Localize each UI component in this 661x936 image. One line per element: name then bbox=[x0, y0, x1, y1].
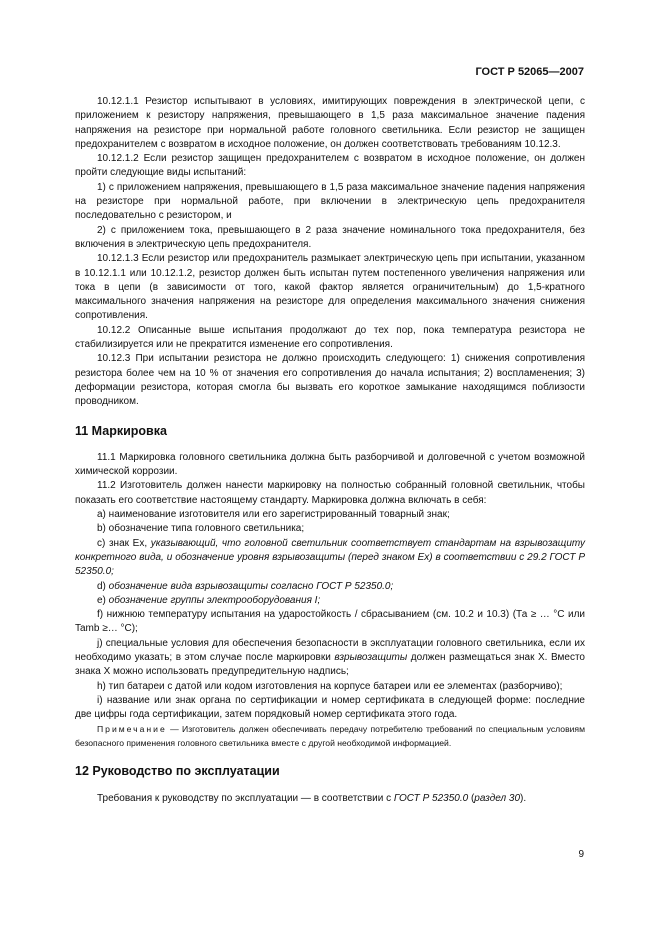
paragraph-text: 10.12.1.1 Резистор испытывают в условиях, имитирующих повреждения в электрической цепи, с приложением к резистору напряжения, превышающего в 1,5 раза максимальное значение падения напряжения на резисторе при нормальной работе головного светильника. Если резистор не защищен предохранителем с возвратом в исходное положение, он должен соответствовать требованиям 10.12.3. bbox=[75, 96, 585, 150]
list-item-2 bbox=[75, 224, 585, 253]
paragraph-text: j) специальные условия для обеспечения безопасности в эксплуатации головного светильника, если их необходимо указать; в этом случае после маркировки bbox=[75, 637, 585, 663]
marking-item-d bbox=[75, 580, 585, 594]
paragraph-text: 10.12.2 Описанные выше испытания продолжают до тех пор, пока температура резистора не стабилизируется или не прекратится изменение его сопротивления. bbox=[75, 324, 585, 351]
item-italic-text: обозначение группы электрооборудования I; bbox=[108, 594, 321, 606]
marking-item-i bbox=[75, 694, 585, 723]
paragraph-11-1 bbox=[75, 451, 585, 480]
paragraph-text: f) нижнюю температуру испытания на ударостойкость / сбрасыванием (см. 10.2 и 10.3) (Та ≥ … °С или Tamb ≥… °С); bbox=[75, 609, 585, 635]
paragraph-10-12-1-3 bbox=[75, 252, 585, 323]
marking-item-f bbox=[75, 608, 585, 637]
note-label: Примечание bbox=[97, 724, 167, 735]
section-11-title: 11 Маркировка bbox=[75, 423, 167, 438]
marking-item-c bbox=[75, 537, 585, 580]
paragraph-text: ). bbox=[520, 792, 527, 804]
marking-item-h bbox=[75, 680, 585, 694]
item-lead: е) bbox=[97, 594, 109, 606]
paragraph-10-12-3 bbox=[75, 352, 585, 409]
paragraph-text: должен размещаться знак X. Вместо знака X можно использовать предупредительную надпись; bbox=[75, 651, 585, 678]
paragraph-text: b) обозначение типа головного светильника; bbox=[97, 523, 305, 535]
paragraph-text: 11.2 Изготовитель должен нанести маркировку на полностью собранный головной светильник, чтобы показать его соответствие настоящему стандарту. Маркировка должна включать в себя: bbox=[75, 480, 585, 506]
list-item-1 bbox=[75, 181, 585, 224]
paragraph-text: а) наименование изготовителя или его зарегистрированный товарный знак; bbox=[97, 509, 450, 521]
paragraph-text: ( bbox=[468, 792, 475, 804]
paragraph-text: 11.1 Маркировка головного светильника должна быть разборчивой и долговечной с учетом возможной химической коррозии. bbox=[75, 451, 585, 478]
marking-item-j bbox=[75, 637, 585, 680]
reference-italic: ГОСТ Р 52350.0 bbox=[393, 792, 469, 804]
paragraph-10-12-1-1 bbox=[75, 95, 585, 152]
paragraph-text: 10.12.1.3 Если резистор или предохранитель размыкает электрическую цепь при испытании, указанном в 10.12.1.1 или 10.12.1.2, резистор должен быть испытан путем постепенного увеличения напряжения или тока в цепи (в зависимости от того, какой фактор является ограничительным) до 1,5-кратного максимального значения напряжения на резисторе для определения максимального значения снижения сопротивления. bbox=[75, 253, 585, 322]
item-lead: d) bbox=[97, 580, 109, 592]
item-italic-text: обозначение вида взрывозащиты согласно ГОСТ Р 52350.0; bbox=[108, 580, 394, 592]
paragraph-text: Требования к руководству по эксплуатации — в соответствии с bbox=[97, 792, 394, 804]
paragraph-text: i) название или знак органа по сертификации и номер сертификата в следующей форме: последние две цифры года сертификации, затем порядковый номер сертификата этого года. bbox=[75, 694, 585, 721]
paragraph-12 bbox=[75, 792, 585, 806]
item-italic-text: взрывозащиты bbox=[334, 651, 408, 663]
paragraph-text: 2) с приложением тока, превышающего в 2 раза значение номинального тока предохранителя, без включения в электрическую цепь предохранителя. bbox=[75, 224, 585, 250]
page-number: 9 bbox=[578, 849, 584, 860]
marking-item-b bbox=[75, 522, 585, 536]
item-lead: с) знак Ex, bbox=[97, 537, 151, 549]
marking-item-a bbox=[75, 508, 585, 522]
paragraph-11-2 bbox=[75, 479, 585, 508]
paragraph-10-12-2 bbox=[75, 324, 585, 353]
paragraph-text: 10.12.1.2 Если резистор защищен предохранителем с возвратом в исходное положение, он должен пройти следующие виды испытаний: bbox=[75, 153, 585, 179]
paragraph-text: 10.12.3 При испытании резистора не должно происходить следующего: 1) снижения сопротивления резистора более чем на 10 % от значения его сопротивления до начала испытания; 2) воспламенения; 3) деформации резистора, которая смогла бы вызвать его короткое замыкание находящимся поблизости проводником. bbox=[75, 353, 585, 408]
reference-italic: раздел 30 bbox=[474, 792, 521, 804]
note bbox=[75, 722, 585, 750]
section-12-title: 12 Руководство по эксплуатации bbox=[75, 764, 280, 779]
item-italic-text: указывающий, что головной светильник соответствует стандартам на взрывозащиту конкретного вида, и обозначение уровня взрывозащиты (перед знаком Ех) в соответствии с 29.2 ГОСТ Р 52350.0; bbox=[75, 537, 585, 578]
note-text: — Изготовитель должен обеспечивать передачу потребителю требований по специальным условиям безопасного применения головного светильника вместе с другой необходимой информацией. bbox=[75, 724, 585, 749]
paragraph-10-12-1-2 bbox=[75, 152, 585, 181]
marking-item-e bbox=[75, 594, 585, 608]
paragraph-text: h) тип батареи с датой или кодом изготовления на корпусе батареи или ее элементах (разборчиво); bbox=[97, 680, 563, 692]
paragraph-text: 1) с приложением напряжения, превышающего в 1,5 раза максимальное значение падения напряжения на резисторе при нормальной работе, при включении в электрическую цепь предохранителя последовательно с резистором, и bbox=[75, 181, 585, 222]
document-body bbox=[75, 95, 585, 806]
document-header-id: ГОСТ Р 52065—2007 bbox=[475, 66, 584, 78]
